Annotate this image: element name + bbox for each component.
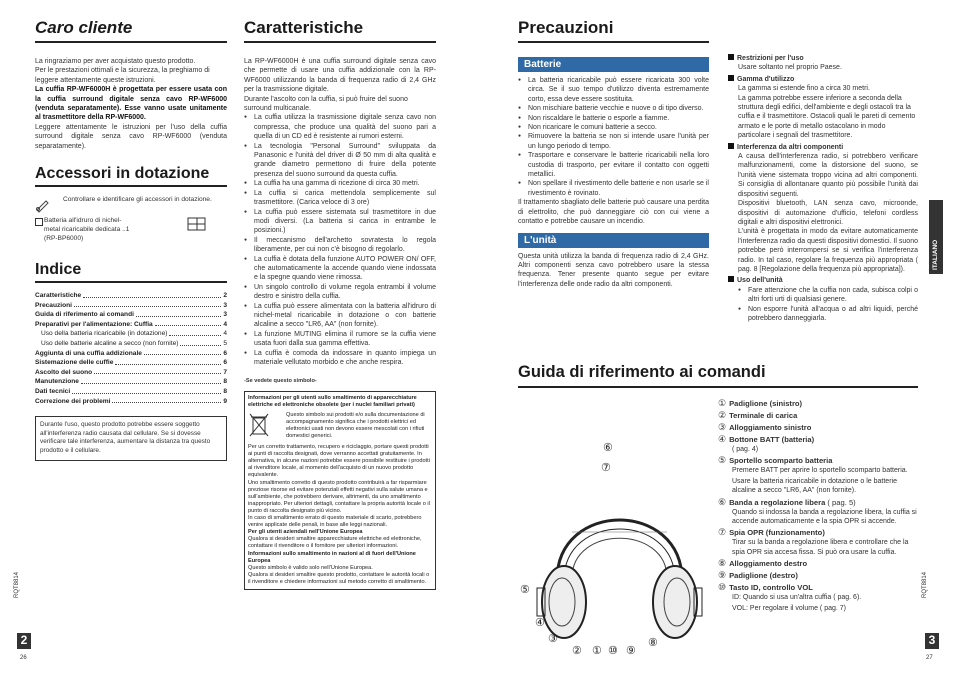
title-caro-cliente: Caro cliente <box>35 18 133 37</box>
toc-dots <box>81 377 221 384</box>
code-right: RQT8814 <box>922 571 928 598</box>
column-1 <box>35 18 227 461</box>
toc-row <box>35 358 227 368</box>
bin-icon <box>248 412 286 441</box>
guide-item <box>718 604 918 613</box>
toc-page: 3 <box>223 301 227 309</box>
list-item: ● La cuffia può essere alimentata con la batteria all'idruro di nichel-metal ricaricabile in dotazione o con batterie alcaline a secco "LR6, AA" (non fornite). <box>244 302 436 330</box>
toc-row <box>35 339 227 349</box>
info-h3: Informazioni sullo smaltimento in nazioni al di fuori dell'Unione Europea <box>248 550 416 564</box>
interferenza-text-2: Dispositivi bluetooth, LAN senza cavo, microonde, dispositivi di automazione d'ufficio, telefoni cordless digitali e altri dispositivi elettronici. <box>738 200 918 226</box>
guide-desc: Quando si indossa la banda a regolazione libera, la cuffia si accende automaticamente e la spia OPR si accende. <box>732 508 917 526</box>
square-bullet-icon <box>728 276 734 282</box>
list-item: ● La cuffia ha una gamma di ricezione di circa 30 metri. <box>244 179 436 188</box>
list-item: ● Non mischiare batterie vecchie e nuove o di tipo diverso. <box>518 104 709 113</box>
callout-number: ⑤ <box>520 584 530 596</box>
side-tab <box>929 200 943 274</box>
guide-item <box>718 398 918 409</box>
callout-number: ② <box>572 645 582 657</box>
toc-row <box>35 329 227 339</box>
toc-title: Caratteristiche <box>35 292 82 300</box>
toc-row <box>35 310 227 320</box>
guide-number: ③ <box>718 422 727 432</box>
guide-number: ⑤ <box>718 455 727 466</box>
side-tab-label: ITALIANO <box>932 239 939 270</box>
list-item: ● Non spellare il rivestimento delle batterie e non usarle se il rivestimento è rovinato. <box>518 179 709 198</box>
info-h2: Per gli utenti aziendali nell'Unione Europea <box>248 529 363 536</box>
page-small-left: 26 <box>20 655 27 661</box>
guide-ref: ( pag. 5) <box>827 497 856 507</box>
section-unita: L'unità <box>518 233 709 248</box>
toc-dots <box>136 310 221 317</box>
list-item: ● Non riscaldare le batterie o esporle a fiamme. <box>518 114 709 123</box>
title-rule <box>518 41 709 43</box>
square-bullet-icon <box>728 143 734 149</box>
guide-item <box>718 497 918 527</box>
guide-title: Padiglione (sinistro) <box>729 399 803 408</box>
accessori-check: Controllare e identificare gli accessori in dotazione. <box>63 196 212 204</box>
list-item: ● La cuffia utilizza la trasmissione digitale senza cavo non compressa, che produce una qualità del suono pari a quella di un CD ed è resistente ai rumori esterni. <box>244 113 436 141</box>
guide-number: ① <box>718 398 727 408</box>
guide-number: ⑧ <box>718 558 727 569</box>
toc-dots <box>169 329 221 336</box>
toc-title: Aggiunta di una cuffia addizionale <box>35 349 142 357</box>
guide-desc: VOL: Per regolare il volume ( pag. 7) <box>732 604 846 612</box>
interferenza-heading: Interferenza da altri componenti <box>728 143 918 152</box>
restrizioni-heading: Restrizioni per l'uso <box>728 54 918 63</box>
guide-desc: Usare la batteria ricaricabile in dotazione o le batterie alcaline a secco "LR6, AA" (non fornite). <box>732 477 897 495</box>
info-p3: In caso di smaltimento errato di questo materiale di scarto, potrebbero venire applicate delle penali, in base alle leggi nazionali. <box>248 515 422 529</box>
toc-dots <box>94 368 221 375</box>
title-rule <box>518 386 918 388</box>
guide-number: ④ <box>718 434 727 444</box>
guide-item <box>718 582 918 602</box>
toc-row <box>35 320 227 330</box>
callout-number: ⑥ <box>603 442 613 454</box>
toc-page: 9 <box>223 397 227 405</box>
guide-number: ⑦ <box>718 527 727 538</box>
guide-item <box>718 527 918 557</box>
toc-row <box>35 368 227 378</box>
title-rule <box>35 185 227 187</box>
toc-title: Ascolto del suono <box>35 368 93 376</box>
accessori-item-3: (RP-BP6000) <box>44 235 84 243</box>
gamma-text: La gamma si estende fino a circa 30 metri. <box>738 85 870 93</box>
column-2 <box>244 18 436 590</box>
toc-dots <box>72 387 221 394</box>
square-bullet-icon <box>728 75 734 81</box>
battery-warning: Il trattamento sbagliato delle batterie può causare una perdita di elettrolito, che può danneggiare ciò con cui viene a contatto e potrebbe causare un incendio. <box>518 199 709 226</box>
info-box <box>244 391 436 590</box>
toc-dots <box>144 349 221 356</box>
page-num-left: 2 <box>17 633 31 649</box>
toc-page: 2 <box>223 292 227 300</box>
gamma-heading: Gamma d'utilizzo <box>728 75 918 84</box>
guide-number: ② <box>718 410 727 420</box>
guide-item <box>718 455 918 475</box>
guide-title: Banda a regolazione libera <box>729 497 826 507</box>
toc-dots <box>112 397 221 404</box>
info-p5: Questo simbolo è valido solo nell'Unione Europea. <box>248 564 373 571</box>
page-small-right: 27 <box>926 655 933 661</box>
battery-list <box>518 76 709 198</box>
guide-desc: ID: Quando si usa un'altra cuffia ( pag. 6). <box>732 594 862 602</box>
guide-item <box>718 570 918 581</box>
interferenza-text-3: L'unità è progettata in modo da evitare automaticamente l'interferenza radio da questi dispositivi domestici. Il suono potrebbe però interrompersi se si verifica l'interferenza radio. In tal caso, regolare la frequenza più appropriata ( pag. 8 [Regolazione della frequenza più appropriata]). <box>738 228 918 273</box>
list-item: ● Non esporre l'unità all'acqua o ad altri liquidi, perché potrebbero danneggiarla. <box>738 305 918 324</box>
title-guida: Guida di riferimento ai comandi <box>518 363 766 381</box>
toc-dots <box>115 358 221 365</box>
gamma-text-2: La gamma potrebbe essere inferiore a seconda della struttura degli edifici, dell'ambiente e degli ostacoli tra la cuffia e il trasmettitore. Ostacoli quali le pareti di cemento armato e le porte di metallo ostacolano in modo particolare i segnali del trasmettitore. <box>738 94 916 140</box>
toc-title: Dati tecnici <box>35 388 71 395</box>
guide-title: Bottone BATT (batteria) <box>729 435 815 444</box>
toc-title: Guida di riferimento ai comandi <box>35 311 134 319</box>
list-item: ● La cuffia si carica mettendola semplicemente sul trasmettitore. (Carica veloce di 3 ore) <box>244 189 436 208</box>
guide-title: Tasto ID, controllo VOL <box>729 583 813 593</box>
guide-desc: ( pag. 4) <box>732 446 759 453</box>
accessori-item-2: metal ricaricabile dedicata ..1 <box>44 226 130 234</box>
restrizioni-text: Usare soltanto nel proprio Paese. <box>738 64 842 72</box>
list-item: ● Non ricaricare le comuni batterie a secco. <box>518 123 709 132</box>
list-item: ● Un singolo controllo di volume regola entrambi il volume destro e sinistro della cuffia. <box>244 283 436 302</box>
feature-intro: La RP-WF6000H è una cuffia surround digitale senza cavo che permette di usare una cuffia addizionale con la RP-WF6000 utilizzando la banda di frequenza radio di 2,4 GHz per la trasmissione digitale. <box>244 58 436 94</box>
warning-box <box>35 416 227 460</box>
intro-text: La ringraziamo per aver acquistato questo prodotto. <box>35 58 196 65</box>
guide-item <box>718 422 918 433</box>
toc-title: Uso delle batterie alcaline a secco (non fornite) <box>41 340 179 348</box>
list-item: ● Il meccanismo dell'archetto sovratesta lo regola liberamente, per cui non c'è bisogno di regolarlo. <box>244 236 436 255</box>
guide-item <box>718 558 918 569</box>
guide-number: ⑥ <box>718 496 727 507</box>
guide-number: ⑩ <box>718 582 727 593</box>
info-p2: Uno smaltimento corretto di questo prodotto contribuirà a far risparmiare preziose risorse ed evitare potenziali effetti negativi sulla salute umana e sull'ambiente, che potrebbero derivare, altrimenti, da uno smaltimento inappropriato. Per ulteriori dettagli, contattare la propria autorità locale o il punto di raccolta designato più vicino. <box>248 479 430 514</box>
feature-list <box>244 113 436 367</box>
toc-page: 6 <box>223 359 227 367</box>
list-item: ● La tecnologia "Personal Surround" sviluppata da Panasonic e l'unità del driver di Ø 50 mm di alta qualità e grande diametro permettono di fruire della potente presenza del suono surround da questa cuffia. <box>244 142 436 180</box>
toc-title: Manutenzione <box>35 378 79 386</box>
toc-row <box>35 291 227 301</box>
checkbox-icon <box>35 218 43 226</box>
list-item: ● Trasportare e conservare le batterie ricaricabili nella loro custodia di trasporto, per evitare il contatto con oggetti metallici. <box>518 151 709 179</box>
toc-title: Preparativi per l'alimentazione: Cuffia <box>35 320 153 328</box>
guide-title: Alloggiamento destro <box>729 559 808 569</box>
pencil-icon <box>35 197 51 213</box>
page-num-right: 3 <box>925 633 939 649</box>
toc-dots <box>180 339 221 346</box>
toc-row <box>35 349 227 359</box>
warning-text: Durante l'uso, questo prodotto potrebbe essere soggetto all'interferenza radio causata dal cellulare. Se si dovesse verificare tale interferenza, aumentare la distanza tra questo prodotto e il cellulare. <box>40 421 211 454</box>
code-left: RQT8814 <box>14 571 20 598</box>
toc-page: 8 <box>223 388 227 395</box>
toc-page: 7 <box>223 368 227 376</box>
guide-title: Sportello scomparto batteria <box>729 456 833 466</box>
guide-title: Alloggiamento sinistro <box>729 423 812 432</box>
toc-row <box>35 397 227 407</box>
toc-dots <box>74 301 221 308</box>
list-item: ● La cuffia è comoda da indossare in quanto impiega un materiale vellutato morbido e che anche respira. <box>244 349 436 368</box>
info-p6: Qualora si desideri smaltire questo prodotto, contattare le autorità locali o il rivenditore e chiedere informazioni sul metodo corretto di smaltimento. <box>248 571 430 585</box>
toc-row <box>35 387 227 397</box>
title-rule <box>35 41 227 43</box>
guide-title: Terminale di carica <box>729 411 798 420</box>
symbol-label: -Se vedete questo simbolo- <box>244 378 317 385</box>
guide-desc: Premere BATT per aprire lo sportello scomparto batteria. <box>732 467 908 475</box>
callout-number: ⑦ <box>601 462 611 474</box>
column-3 <box>518 18 709 289</box>
toc-dots <box>155 320 222 327</box>
guide-title: Padiglione (destro) <box>729 571 798 581</box>
list-item: ● La batteria ricaricabile può essere ricaricata 300 volte circa. Se il suo tempo d'utilizzo diventa estremamente corto, essa deve essere sostituita. <box>518 76 709 104</box>
info-title: Informazioni per gli utenti sullo smaltimento di apparecchiature elettriche ed elettroniche obsolete (per i nuclei familiari privati) <box>248 394 417 408</box>
callout-number: ⑨ <box>626 645 636 657</box>
title-indice: Indice <box>35 261 82 279</box>
toc-row <box>35 301 227 311</box>
section-batterie: Batterie <box>518 57 709 72</box>
toc-title: Sistemazione delle cuffie <box>35 359 114 367</box>
toc-title: Correzione dei problemi <box>35 397 111 405</box>
info-p1: Per un corretto trattamento, recupero e riciclaggio, portare questi prodotti ai punti di raccolta designati, dove verranno accettati gratuitamente. In alternativa, in alcune nazioni potrebbe essere possibile restituire i prodotti al rivenditore locale, al momento dell'acquisto di un nuovo prodotto equivalente. <box>248 444 430 479</box>
guide-list <box>718 398 918 614</box>
intro-bold-text: La cuffia RP-WF6000H è progettata per essere usata con la cuffia surround digitale senza cavo RP-WF6000 (venduta separatamente). Esse vanno usate unitamente al trasmettitore della RP-WF6000. <box>35 86 227 122</box>
table-of-contents <box>35 291 227 406</box>
square-bullet-icon <box>728 54 734 60</box>
toc-page: 4 <box>223 330 227 338</box>
guide-item <box>718 434 918 454</box>
list-item: ● Fare attenzione che la cuffia non cada, subisca colpi o altri forti urti di qualsiasi genere. <box>738 286 918 305</box>
unit-text: Questa unità utilizza la banda di frequenza radio di 2,4 GHz. Altri componenti senza cavo potrebbero usare la stessa frequenza. Tener presente quanto segue per evitare l'interferenza delle onde radio da altri componenti. <box>518 252 709 288</box>
toc-page: 4 <box>223 320 227 328</box>
uso-list <box>728 286 918 324</box>
guide-desc: Tirar su la banda a regolazione libera e controllare che la spia OPR sia accesa fissa. Si può ora usare la cuffia. <box>732 539 909 556</box>
intro-text-3: Leggere attentamente le istruzioni per l'uso della cuffia surround digitale senza cavo RP-WF6000 (venduta separatamente). <box>35 123 227 150</box>
interferenza-text: A causa dell'interferenza radio, si potrebbero verificare malfunzionamenti, come la distorsione del suono, se l'unità viene sistemata troppo vicina ad altri componenti. Si consiglia di allontanare quanto più possibile l'unità dai dispositivi seguenti. <box>738 153 918 198</box>
info-p4: Qualora si desideri smaltire apparecchiature elettriche ed elettroniche, contattare il rivenditore o il fornitore per ulteriori informazioni. <box>248 536 422 550</box>
toc-row <box>35 377 227 387</box>
accessori-item: Batteria all'idruro di nichel- <box>44 217 122 225</box>
column-4 <box>728 54 918 323</box>
callout-number: ① <box>592 645 602 657</box>
list-item: ● Rimuovere la batteria se non si intende usare l'unità per un lungo periodo di tempo. <box>518 132 709 151</box>
battery-icon <box>187 217 207 231</box>
toc-dots <box>83 291 221 298</box>
toc-page: 6 <box>223 349 227 357</box>
list-item: ● La funzione MUTING elimina il rumore se la cuffia viene usata fuori dalla sua gamma effettiva. <box>244 330 436 349</box>
guide-item <box>718 477 918 496</box>
toc-title: Precauzioni <box>35 301 73 309</box>
toc-page: 8 <box>223 378 227 386</box>
list-item: ● La cuffia può essere sistemata sul trasmettitore in due modi diversi. (La batteria si carica in entrambe le posizioni.) <box>244 208 436 236</box>
feature-intro-2: Durante l'ascolto con la cuffia, si può fruire del suono surround multicanale. <box>244 95 408 113</box>
guide-title: Spia OPR (funzionamento) <box>729 528 825 538</box>
title-accessori: Accessori in dotazione <box>35 165 210 183</box>
intro-text-2: Per le prestazioni ottimali e la sicurezza, la preghiamo di leggere attentamente queste istruzioni. <box>35 67 210 84</box>
list-item: ● La cuffia è dotata della funzione AUTO POWER ON/ OFF, che automaticamente la accende quando viene indossata e la spegne quando viene rimossa. <box>244 255 436 283</box>
toc-title: Uso della batteria ricaricabile (in dotazione) <box>41 330 168 338</box>
callout-number: ⑧ <box>648 637 658 649</box>
callout-number: ③ <box>548 633 558 645</box>
callout-number: ④ <box>535 617 545 629</box>
callout-number: ⑩ <box>608 645 618 657</box>
title-rule <box>244 41 436 43</box>
headphones-diagram <box>532 470 707 655</box>
toc-page: 5 <box>223 340 227 348</box>
guide-item <box>718 410 918 421</box>
info-symbol-text: Questo simbolo sui prodotti e/o sulla documentazione di accompagnamento significa che i prodotti elettrici ed elettronici usati non devono essere mescolati con i rifiuti domestici generici. <box>286 412 425 440</box>
uso-heading: Uso dell'unità <box>728 276 918 285</box>
title-rule <box>35 281 227 283</box>
guide-number: ⑨ <box>718 570 727 581</box>
toc-page: 3 <box>223 311 227 319</box>
title-precauzioni: Precauzioni <box>518 18 614 37</box>
title-caratteristiche: Caratteristiche <box>244 18 364 37</box>
